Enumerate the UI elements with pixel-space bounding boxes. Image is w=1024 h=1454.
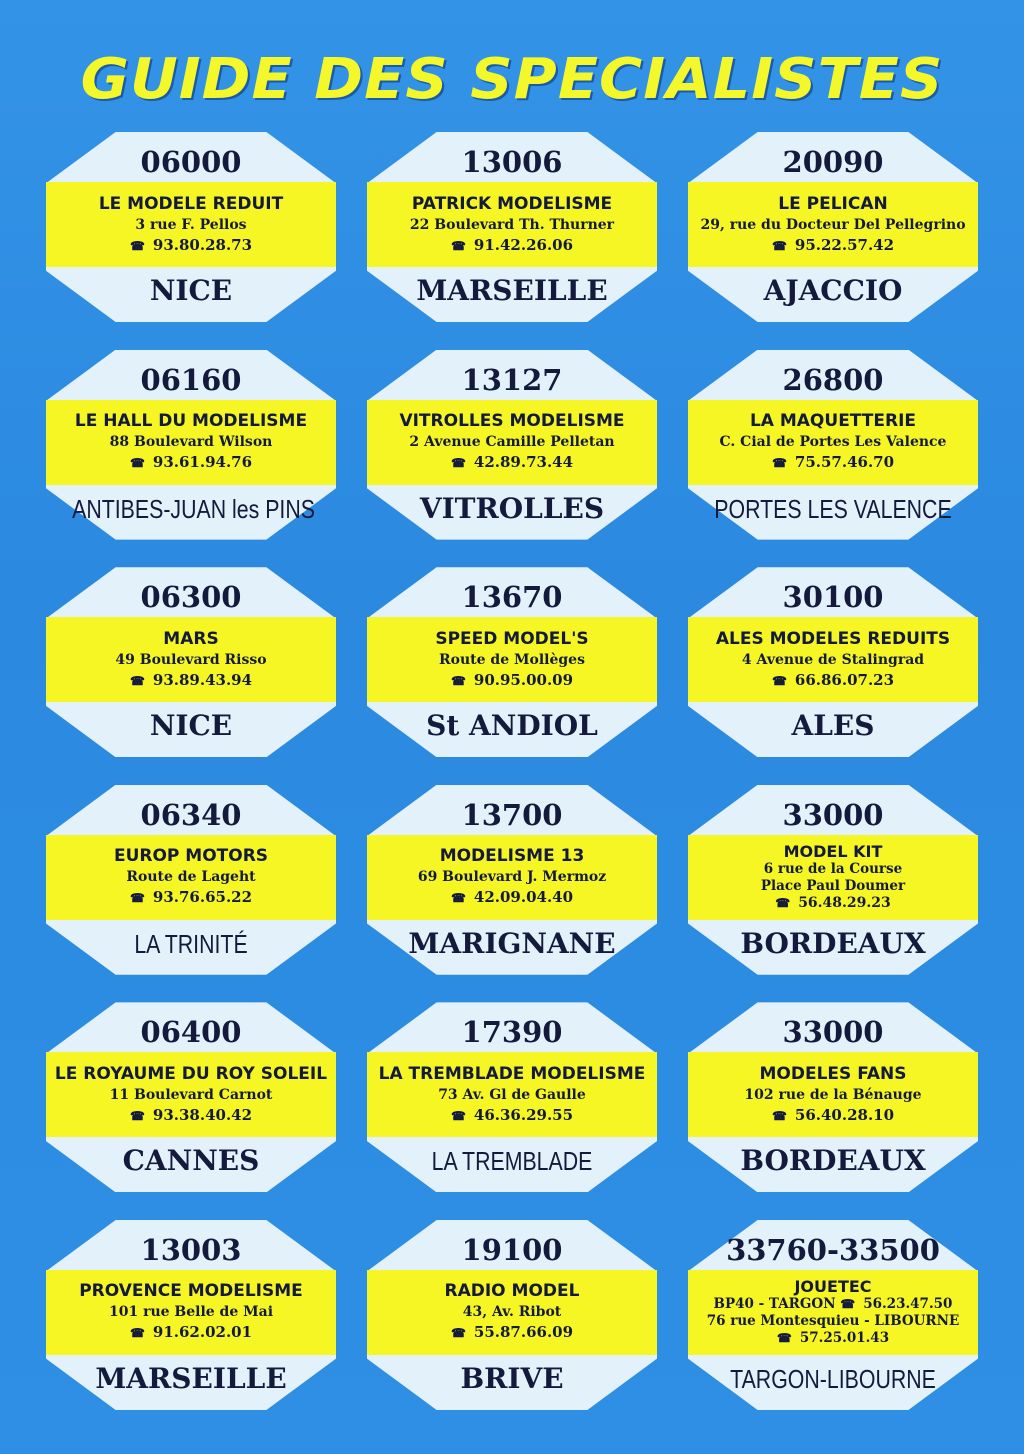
postal-code: 20090 xyxy=(782,145,884,179)
address-line: 101 rue Belle de Mai xyxy=(108,1304,274,1321)
specialist-card xyxy=(46,1002,336,1192)
phone-text: 57.25.01.43 xyxy=(799,1329,890,1346)
postal-code: 33760-33500 xyxy=(726,1232,940,1267)
postal-code: 06340 xyxy=(140,797,242,832)
address-line: 43, Av. Ribot xyxy=(462,1304,562,1321)
postal-code: 06300 xyxy=(140,580,242,615)
city-name: VITROLLES xyxy=(419,491,605,525)
postal-code: 30100 xyxy=(782,580,884,615)
shop-info xyxy=(50,835,332,920)
shop-name: MODELES FANS xyxy=(759,1063,907,1084)
shop-info xyxy=(371,617,653,702)
telephone-icon: ☎ xyxy=(450,238,466,253)
phone-number xyxy=(130,1322,252,1343)
telephone-icon: ☎ xyxy=(129,1108,145,1123)
phone-text: 93.38.40.42 xyxy=(152,1105,253,1124)
phone-number xyxy=(775,895,891,912)
phone-text: 91.62.02.01 xyxy=(152,1323,253,1342)
city-name: BRIVE xyxy=(460,1361,564,1395)
city-name: PORTES LES VALENCE xyxy=(714,493,952,524)
address-line: 73 Av. Gl de Gaulle xyxy=(438,1086,586,1103)
phone-text: 56.23.47.50 xyxy=(863,1295,953,1312)
postal-code: 06000 xyxy=(140,145,242,179)
shop-name: LA TREMBLADE MODELISME xyxy=(378,1063,646,1084)
shop-name: MODELISME 13 xyxy=(439,846,585,867)
specialist-card xyxy=(46,1220,336,1410)
address-line: 4 Avenue de Stalingrad xyxy=(741,651,925,668)
address-line: 102 rue de la Bénauge xyxy=(744,1086,922,1103)
city-name: NICE xyxy=(149,274,233,307)
shop-info xyxy=(50,400,332,485)
phone-number xyxy=(130,235,252,256)
address-line: 49 Boulevard Risso xyxy=(115,651,267,668)
phone-number xyxy=(772,235,894,256)
city-name: MARSEILLE xyxy=(416,274,608,307)
phone-number xyxy=(772,452,894,473)
city-name: MARSEILLE xyxy=(95,1361,287,1395)
specialist-card xyxy=(367,132,657,322)
shop-name: JOUETEC xyxy=(794,1276,872,1296)
specialist-card xyxy=(367,1220,657,1410)
city-name: LA TRINITÉ xyxy=(134,928,248,959)
shop-info xyxy=(50,182,332,267)
address-line: 22 Boulevard Th. Thurner xyxy=(409,216,615,233)
shop-info xyxy=(692,617,974,702)
phone-number xyxy=(130,452,252,473)
shop-info xyxy=(50,1052,332,1137)
postal-code: 33000 xyxy=(782,1015,884,1050)
shop-name: LE HALL DU MODELISME xyxy=(74,411,308,432)
shop-name: RADIO MODEL xyxy=(444,1281,580,1302)
phone-text: 66.86.07.23 xyxy=(794,670,895,689)
address-line: 6 rue de la Course xyxy=(763,860,903,877)
specialist-card xyxy=(367,350,657,540)
telephone-icon: ☎ xyxy=(776,1330,792,1345)
address-text: 76 rue Montesquieu - LIBOURNE xyxy=(706,1312,960,1329)
address-line: 69 Boulevard J. Mermoz xyxy=(417,869,607,886)
phone-text: 42.89.73.44 xyxy=(473,453,574,472)
phone-text: 46.36.29.55 xyxy=(473,1105,574,1124)
phone-number xyxy=(451,887,573,908)
telephone-icon: ☎ xyxy=(771,673,787,688)
telephone-icon: ☎ xyxy=(775,895,791,910)
city-name: ANTIBES-JUAN les PINS xyxy=(72,493,315,524)
shop-info xyxy=(692,400,974,485)
phone-text: 90.95.00.09 xyxy=(473,670,574,689)
shop-name: LA MAQUETTERIE xyxy=(749,411,917,432)
shop-name: MODEL KIT xyxy=(783,841,883,861)
shop-name: SPEED MODEL'S xyxy=(435,628,589,649)
phone-text: 42.09.04.40 xyxy=(473,888,574,907)
address-text: BP40 - TARGON xyxy=(713,1295,836,1312)
address-line: 29, rue du Docteur Del Pellegrino xyxy=(700,216,966,233)
phone-number xyxy=(451,235,573,256)
phone-number xyxy=(451,1322,573,1343)
specialist-card xyxy=(367,567,657,757)
address-line: Route de Lageht xyxy=(126,869,256,886)
phone-number xyxy=(130,887,252,908)
city-name: TARGON-LIBOURNE xyxy=(730,1363,936,1394)
city-name: LA TREMBLADE xyxy=(431,1146,593,1177)
postal-code: 06400 xyxy=(140,1015,242,1050)
address-line: 2 Avenue Camille Pelletan xyxy=(409,434,615,451)
postal-code: 17390 xyxy=(461,1015,563,1050)
phone-text: 75.57.46.70 xyxy=(794,453,895,472)
city-name: BORDEAUX xyxy=(740,1144,926,1178)
phone-text: 93.80.28.73 xyxy=(152,235,253,254)
phone-text: 93.76.65.22 xyxy=(152,888,253,907)
telephone-icon: ☎ xyxy=(450,456,466,471)
postal-code: 13670 xyxy=(461,580,563,615)
postal-code: 33000 xyxy=(782,797,884,832)
city-name: BORDEAUX xyxy=(740,926,926,960)
shop-info xyxy=(371,835,653,920)
telephone-icon: ☎ xyxy=(129,673,145,688)
specialist-card xyxy=(688,785,978,975)
city-name: MARIGNANE xyxy=(408,926,616,960)
shop-info xyxy=(692,1270,974,1355)
specialist-card xyxy=(367,1002,657,1192)
address-line xyxy=(707,1313,960,1330)
shop-name: VITROLLES MODELISME xyxy=(399,411,625,432)
phone-number xyxy=(130,1105,252,1126)
phone-number xyxy=(130,670,252,691)
shop-info xyxy=(50,617,332,702)
shop-name: MARS xyxy=(163,628,219,649)
phone-number xyxy=(451,670,573,691)
telephone-icon: ☎ xyxy=(771,238,787,253)
phone-text: 91.42.26.06 xyxy=(473,235,574,254)
specialist-card xyxy=(688,1002,978,1192)
phone-text: 56.48.29.23 xyxy=(798,894,891,911)
telephone-icon: ☎ xyxy=(450,1108,466,1123)
specialist-card xyxy=(688,350,978,540)
phone-number xyxy=(772,670,894,691)
specialist-card xyxy=(46,567,336,757)
address-line: 3 rue F. Pellos xyxy=(135,216,247,233)
telephone-icon: ☎ xyxy=(450,1326,466,1341)
telephone-icon: ☎ xyxy=(771,456,787,471)
specialists-grid xyxy=(46,132,978,1410)
phone-text: 93.89.43.94 xyxy=(152,670,253,689)
shop-name: LE ROYAUME DU ROY SOLEIL xyxy=(54,1063,328,1084)
phone-text: 55.87.66.09 xyxy=(473,1323,574,1342)
page-title: GUIDE DES SPECIALISTES xyxy=(80,47,944,112)
specialist-card xyxy=(367,785,657,975)
address-line: C. Cial de Portes Les Valence xyxy=(719,434,947,451)
postal-code: 26800 xyxy=(782,362,884,397)
phone-text: 93.61.94.76 xyxy=(152,453,253,472)
telephone-icon: ☎ xyxy=(129,238,145,253)
postal-code: 06160 xyxy=(140,362,242,397)
telephone-icon: ☎ xyxy=(129,1326,145,1341)
postal-code: 13006 xyxy=(461,145,563,179)
phone-number xyxy=(451,1105,573,1126)
shop-info xyxy=(371,400,653,485)
telephone-icon: ☎ xyxy=(450,891,466,906)
shop-info xyxy=(371,1052,653,1137)
shop-info xyxy=(692,1052,974,1137)
phone-number xyxy=(451,452,573,473)
postal-code: 13700 xyxy=(461,797,563,832)
address-line xyxy=(777,1330,889,1347)
specialist-card xyxy=(46,785,336,975)
shop-info xyxy=(371,182,653,267)
city-name: AJACCIO xyxy=(763,274,903,307)
telephone-icon: ☎ xyxy=(129,891,145,906)
city-name: St ANDIOL xyxy=(426,709,598,743)
telephone-icon: ☎ xyxy=(450,673,466,688)
shop-info xyxy=(692,835,974,920)
specialist-card xyxy=(46,132,336,322)
specialist-card xyxy=(688,132,978,322)
telephone-icon: ☎ xyxy=(129,456,145,471)
shop-name: EUROP MOTORS xyxy=(113,846,269,867)
phone-number xyxy=(772,1105,894,1126)
shop-info xyxy=(50,1270,332,1355)
shop-name: LE PELICAN xyxy=(778,193,888,214)
city-name: CANNES xyxy=(122,1144,260,1178)
telephone-icon: ☎ xyxy=(840,1296,856,1311)
address-line xyxy=(714,1296,953,1313)
city-name: ALES xyxy=(791,709,875,743)
telephone-icon: ☎ xyxy=(771,1108,787,1123)
address-line: Route de Mollèges xyxy=(439,651,585,668)
specialist-card xyxy=(688,567,978,757)
shop-name: PATRICK MODELISME xyxy=(411,193,613,214)
specialist-card xyxy=(46,350,336,540)
shop-name: ALES MODELES REDUITS xyxy=(715,628,951,649)
postal-code: 13127 xyxy=(461,362,563,397)
city-name: NICE xyxy=(149,709,233,743)
address-line: Place Paul Doumer xyxy=(760,877,906,894)
postal-code: 19100 xyxy=(461,1232,563,1267)
phone-text: 95.22.57.42 xyxy=(794,235,895,254)
address-line: 11 Boulevard Carnot xyxy=(109,1086,273,1103)
postal-code: 13003 xyxy=(140,1232,242,1267)
shop-name: LE MODELE REDUIT xyxy=(98,193,284,214)
address-line: 88 Boulevard Wilson xyxy=(109,434,273,451)
shop-info xyxy=(692,182,974,267)
phone-text: 56.40.28.10 xyxy=(794,1105,895,1124)
shop-info xyxy=(371,1270,653,1355)
shop-name: PROVENCE MODELISME xyxy=(79,1281,303,1302)
specialist-card xyxy=(688,1220,978,1410)
